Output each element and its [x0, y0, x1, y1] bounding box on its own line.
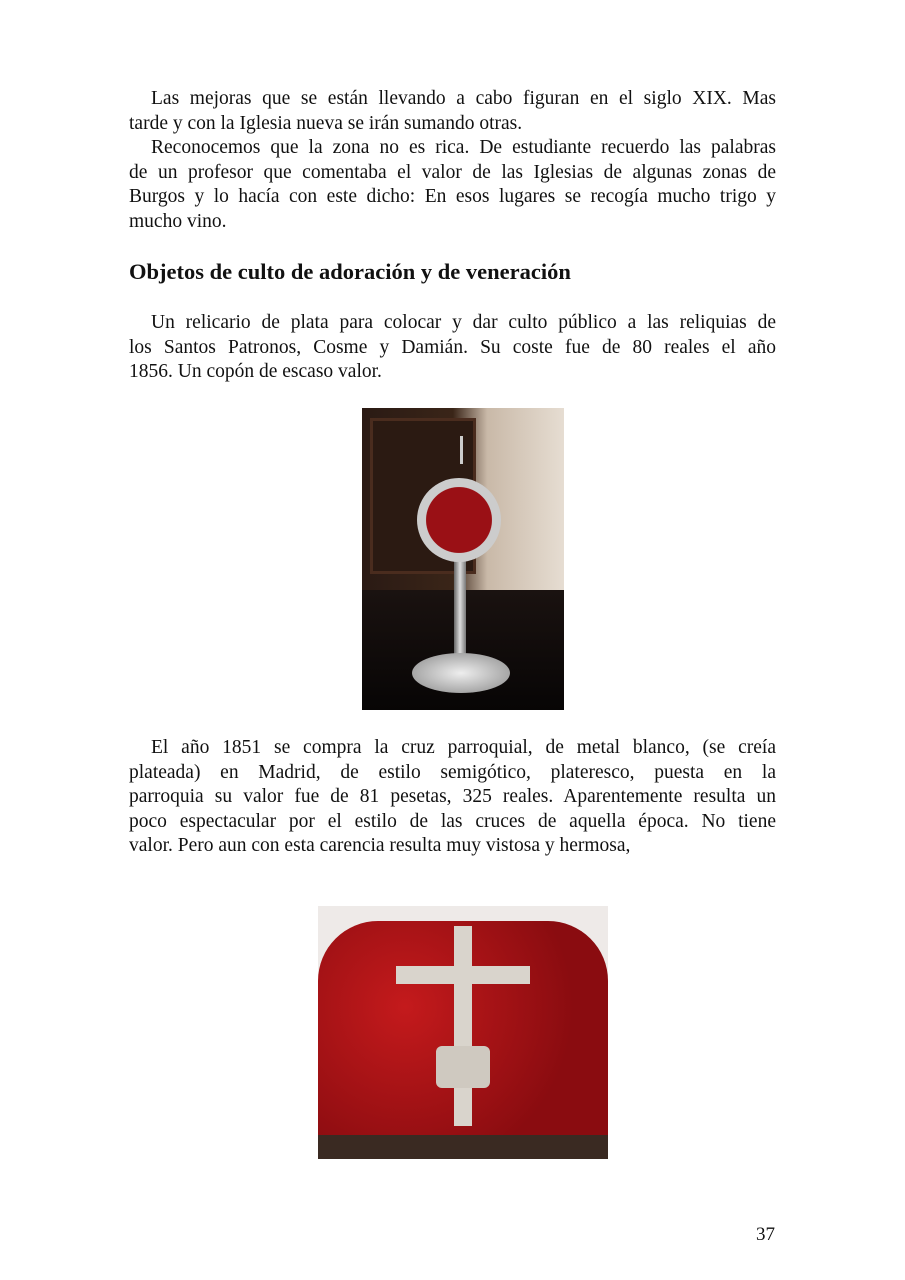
- text-line: valor. Pero aun con esta carencia resulta muy vistosa y hermosa,: [129, 835, 631, 856]
- reliquary-photo: [362, 408, 564, 710]
- text-line: poco espectacular por el estilo de las cruces de aquella época. No tiene: [129, 810, 776, 832]
- processional-cross-photo: [318, 906, 608, 1159]
- paragraph-relicario: [129, 311, 776, 385]
- text-line: Las mejoras que se están llevando a cabo figuran en el siglo XIX. Mas: [151, 88, 776, 109]
- paragraph-cruz: [129, 736, 776, 859]
- text-line: plateada) en Madrid, de estilo semigótico, plateresco, puesta en la: [129, 761, 776, 783]
- text-line: mucho vino.: [129, 210, 227, 232]
- paragraph-mejoras: [129, 87, 776, 136]
- page-number: 37: [756, 1224, 775, 1245]
- text-line: de un profesor que comentaba el valor de las Iglesias de algunas zonas de: [129, 161, 776, 183]
- text-line: los Santos Patronos, Cosme y Damián. Su coste fue de 80 reales el año: [129, 336, 776, 358]
- text-line: tarde y con la Iglesia nueva se irán sumando otras.: [129, 112, 523, 134]
- paragraph-zona: [129, 136, 776, 234]
- section-heading: Objetos de culto de adoración y de veneración: [129, 259, 571, 284]
- text-line: parroquia su valor fue de 81 pesetas, 325 reales. Aparentemente resulta un: [129, 786, 776, 807]
- text-line: Un relicario de plata para colocar y dar culto público a las reliquias de: [151, 312, 776, 333]
- text-line: El año 1851 se compra la cruz parroquial, de metal blanco, (se creía: [151, 737, 776, 758]
- text-line: 1856. Un copón de escaso valor.: [129, 361, 382, 382]
- text-line: Reconocemos que la zona no es rica. De estudiante recuerdo las palabras: [151, 137, 776, 158]
- text-line: Burgos y lo hacía con este dicho: En esos lugares se recogía mucho trigo y: [129, 186, 776, 207]
